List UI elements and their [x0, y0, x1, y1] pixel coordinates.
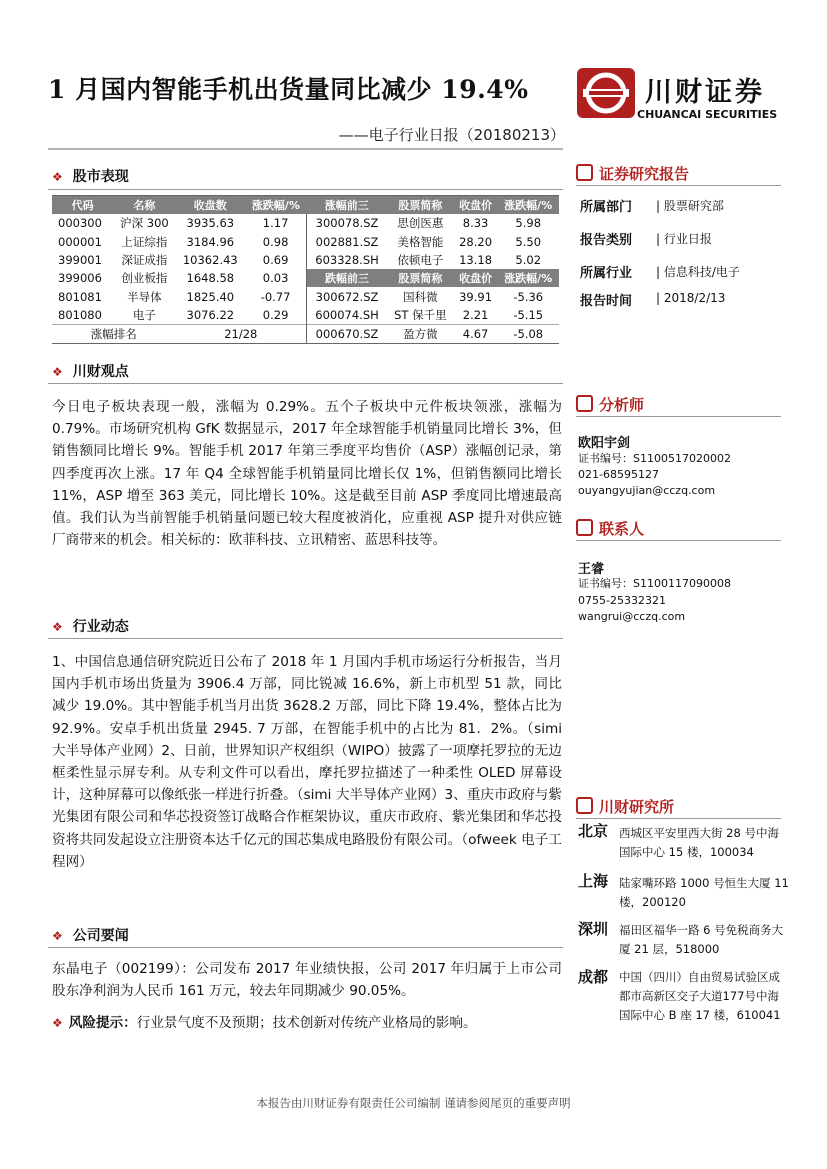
risk-text: 行业景气度不及预期；技术创新对传统产业格局的影响。: [136, 1015, 477, 1031]
title-divider: [48, 148, 563, 150]
risk-note: [52, 1012, 562, 1034]
table-row: 000300 沪深 300 3935.63 1.17 300078.SZ 思创医惠 8.33 5.98: [52, 214, 559, 232]
table-header-row: [52, 196, 559, 215]
company-heading: ❖ 公司要闻: [52, 928, 129, 944]
logo-chinese-name: 川财证券: [645, 77, 765, 108]
view-heading: ❖ 川财观点: [52, 364, 129, 380]
col-header: 跌幅前三: [307, 269, 387, 287]
company-text: 东晶电子（002199）：公司发布 2017 年业绩快报，公司 2017 年归属于上市公司股东净利润为人民币 161 万元，较去年同期减少 90.05%。: [52, 961, 562, 1000]
company-divider: [48, 947, 563, 948]
market-heading: ❖ 股市表现: [52, 169, 129, 185]
office-city: 成都: [578, 968, 609, 986]
person-icon: [576, 519, 593, 536]
contact-email[interactable]: wangrui@cczq.com: [578, 610, 686, 623]
view-divider: [48, 383, 563, 384]
col-header: 收盘数: [176, 196, 246, 215]
person-icon: [576, 395, 593, 412]
diamond-bullet-icon: ❖: [52, 1016, 63, 1030]
office-address: 西城区平安里西大街 28 号中海国际中心 15 楼，100034: [619, 826, 779, 859]
logo-english-name: CHUANCAI SECURITIES: [637, 108, 778, 121]
view-text: 今日电子板块表现一般，涨幅为 0.29%。五个子板块中元件板块领涨，涨幅为 0.79%。市场研究机构 GfK 数据显示，2017 年全球智能手机销量同比增长 3%，但销售额同比增长 9%。智能手机 2017 年第三季度平均售价（ASP）涨幅创记录，第四季度再次上涨。17 年 Q4 全球智能手机销量同比增长仅 1%，但销售额同比增长 11%，ASP 增至 363 美元，同比增长 10%。这是截至目前 ASP 季度同比增速最高值。我们认为当前智能手机销量问题已较大程度被消化，应重视 ASP 提升对供应链厂商带来的机会。相关标的：欧菲科技、立讯精密、蓝思科技等。: [52, 399, 562, 549]
diamond-bullet-icon: ❖: [52, 929, 63, 943]
industry-text: 1、中国信息通信研究院近日公布了 2018 年 1 月国内手机市场运行分析报告，当月国内手机市场出货量为 3906.4 万部，同比锐减 16.6%，新上市机型 51 款，同比减少 19.0%。其中智能手机当月出货 3628.2 万部，同比下降 19.4%，整体占比为 92.9%。安卓手机出货量 2945. 7 万部，在智能手机中的占比为 81．2%。（simi 大半导体产业网）2、日前，世界知识产权组织（WIPO）披露了一项摩托罗拉的无边框柔性显示屏专利。从专利文件可以看出，摩托罗拉描述了一种柔性 OLED 屏幕设计，这种屏幕可以像纸张一样进行折叠。（simi 大半导体产业网）3、重庆市政府与紫光集团有限公司和华芯投资签订战略合作框架协议，重庆市政府、紫光集团和华芯投资将共同发起设立注册资本达千亿元的国芯集成电路股份有限公司。（ofweek 电子工程网）: [52, 654, 562, 870]
company-logo: [577, 66, 777, 126]
diamond-bullet-icon: ❖: [52, 170, 63, 184]
report-title: 1 月国内智能手机出货量同比减少 19.4%: [48, 75, 529, 104]
office-city: 北京: [578, 822, 609, 840]
industry-value: | 信息科技/电子: [656, 265, 740, 279]
report-subtitle: ——电子行业日报（20180213）: [338, 126, 565, 144]
analyst-cert: 证书编号：S1100517020002: [578, 452, 731, 465]
market-divider: [48, 189, 563, 190]
table-row: 399006 创业板指 1648.58 0.03 跌幅前三 股票简称 收盘价 涨跌幅/%: [52, 269, 559, 287]
page-footer: 本报告由川财证券有限责任公司编制 谨请参阅尾页的重要声明: [256, 1096, 571, 1110]
dept-value: | 股票研究部: [656, 199, 724, 213]
col-header: 涨幅前三: [307, 196, 387, 215]
table-row: 801081 半导体 1825.40 -0.77 300672.SZ 国科微 39.91 -5.36: [52, 287, 559, 305]
rank-label: 涨幅排名: [52, 325, 176, 344]
category-value: | 行业日报: [656, 232, 712, 246]
institute-divider: [576, 818, 781, 819]
contact-divider: [576, 540, 781, 541]
table-row: 801080 电子 3076.22 0.29 600074.SH ST 保千里 2.21 -5.15: [52, 306, 559, 325]
analyst-name: 欧阳宇剑: [578, 436, 631, 451]
col-header: 代码: [52, 196, 113, 215]
office-address: 福田区福华一路 6 号免税商务大厦 21 层，518000: [619, 923, 784, 956]
col-header: 股票简称: [387, 196, 454, 215]
col-header: 涨跌幅/%: [497, 196, 559, 215]
contact-phone: 0755-25332321: [578, 594, 666, 607]
diamond-bullet-icon: ❖: [52, 620, 63, 634]
date-value: | 2018/2/13: [656, 291, 726, 305]
institute-heading: 川财研究所: [576, 796, 674, 817]
col-header: 收盘价: [454, 196, 498, 215]
report-info-divider: [576, 185, 781, 186]
office-address: 陆家嘴环路 1000 号恒生大厦 11 楼，200120: [619, 876, 789, 909]
col-header: 名称: [113, 196, 175, 215]
logo-mark-icon: [577, 68, 635, 118]
industry-heading: ❖ 行业动态: [52, 619, 129, 635]
table-row: 000001 上证综指 3184.96 0.98 002881.SZ 美格智能 28.20 5.50: [52, 233, 559, 251]
col-header: 股票简称: [387, 269, 454, 287]
dept-key: 所属部门: [580, 200, 633, 215]
document-icon: [576, 164, 593, 181]
risk-label: 风险提示：: [68, 1015, 137, 1031]
industry-key: 所属行业: [580, 266, 633, 281]
office-city: 上海: [578, 872, 609, 890]
col-header: 涨跌幅/%: [497, 269, 559, 287]
diamond-bullet-icon: ❖: [52, 365, 63, 379]
rank-value: 21/28: [176, 325, 307, 344]
office-city: 深圳: [578, 920, 609, 938]
contact-heading: 联系人: [576, 518, 644, 539]
col-header: 收盘价: [454, 269, 498, 287]
analyst-heading: 分析师: [576, 394, 644, 415]
table-row: 涨幅排名 21/28 000670.SZ 盈方微 4.67 -5.08: [52, 325, 559, 344]
building-icon: [576, 797, 593, 814]
industry-divider: [48, 638, 563, 639]
col-header: 涨跌幅/%: [245, 196, 307, 215]
contact-cert: 证书编号：S1100117090008: [578, 577, 731, 590]
date-key: 报告时间: [580, 294, 633, 309]
analyst-divider: [576, 416, 781, 417]
table-row: 399001 深证成指 10362.43 0.69 603328.SH 依顿电子 13.18 5.02: [52, 251, 559, 269]
report-info-heading: 证券研究报告: [576, 163, 689, 184]
analyst-email[interactable]: ouyangyujian@cczq.com: [578, 484, 716, 497]
contact-name: 王睿: [578, 562, 605, 577]
analyst-phone: 021-68595127: [578, 468, 659, 481]
category-key: 报告类别: [580, 233, 633, 248]
market-table: [52, 195, 559, 344]
office-address: 中国（四川）自由贸易试验区成都市高新区交子大道177号中海国际中心 B 座 17 楼，610041: [619, 970, 781, 1022]
